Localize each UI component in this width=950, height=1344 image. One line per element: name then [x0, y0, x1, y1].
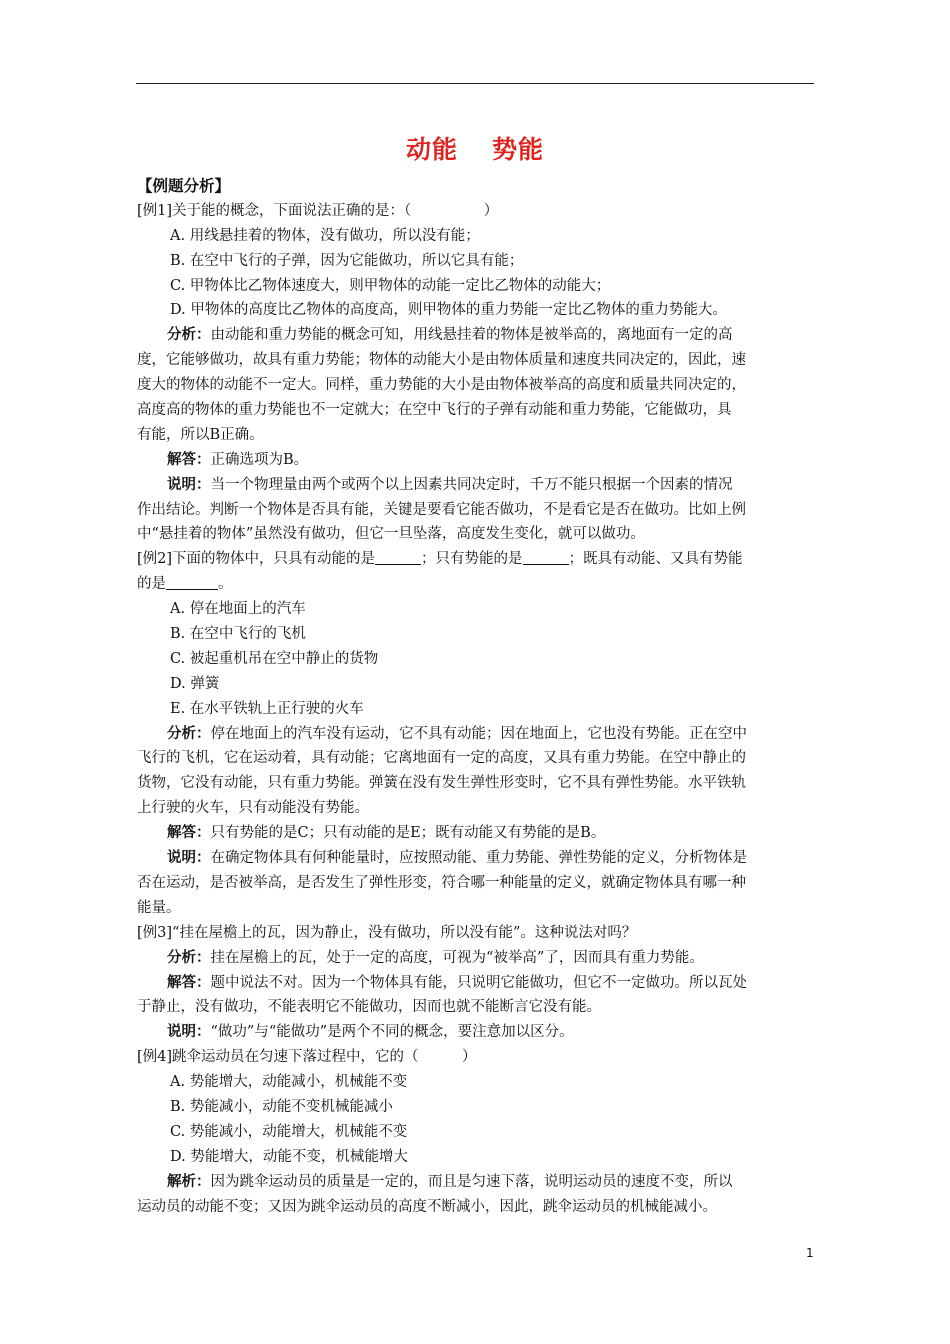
ex4-label: [例4]	[137, 1049, 173, 1066]
ex3-analysis-label: 分析：	[167, 948, 211, 966]
ex2-option-d: D. 弹簧	[170, 675, 220, 692]
ex2-note-line-1: 说明：在确定物体具有何种能量时，应按照动能、重力势能、弹性势能的定义，分析物体是	[167, 849, 747, 867]
ex2-note-line-2: 否在运动，是否被举高，是否发生了弹性形变，符合哪一种能量的定义，就确定物体具有哪一种	[137, 874, 746, 891]
ex2-option-b: B. 在空中飞行的飞机	[170, 626, 306, 643]
ex1-note-line-3: 中“悬挂着的物体”虽然没有做功，但它一旦坠落，高度发生变化，就可以做功。	[137, 526, 645, 543]
ex3-question: [例3]“挂在屋檐上的瓦，因为静止，没有做功，所以没有能”。这种说法对吗？	[137, 924, 637, 941]
ex2-option-e: E. 在水平铁轨上正行驶的火车	[170, 700, 364, 717]
ex4-option-c: C. 势能减小，动能增大，机械能不变	[170, 1123, 408, 1140]
ex4-analysis-line-2: 运动员的动能不变；又因为跳伞运动员的高度不断减小，因此，跳伞运动员的机械能减小。	[137, 1198, 717, 1215]
answer-blank	[375, 550, 421, 565]
header-rule	[136, 83, 814, 84]
ex4-option-a: A. 势能增大，动能减小，机械能不变	[170, 1074, 408, 1091]
ex1-analysis-line-1: 分析：由动能和重力势能的概念可知，用线悬挂着的物体是被举高的，离地面有一定的高	[167, 326, 733, 344]
ex1-option-c: C. 甲物体比乙物体速度大，则甲物体的动能一定比乙物体的动能大；	[170, 277, 611, 294]
section-heading: 【例题分析】	[137, 177, 231, 195]
ex1-label: [例1]	[137, 202, 173, 219]
ex1-analysis-line-3: 度大的物体的动能不一定大。同样，重力势能的大小是由物体被举高的高度和质量共同决定的，	[137, 377, 746, 394]
ex1-question-text: 关于能的概念，下面说法正确的是：（ ）	[172, 202, 499, 219]
title-part-2: 势能	[492, 135, 545, 164]
ex4-option-b: B. 势能减小，动能不变机械能减小	[170, 1098, 393, 1115]
ex1-note-line-2: 作出结论。判断一个物体是否具有能，关键是要看它能否做功，不是看它是否在做功。比如上例	[137, 501, 746, 518]
page-number: 1	[806, 1246, 814, 1260]
ex2-note-line-3: 能量。	[137, 899, 181, 916]
ex1-analysis-label: 分析：	[167, 326, 211, 344]
ex2-answer-label: 解答：	[167, 824, 211, 842]
ex1-question	[137, 199, 817, 224]
ex4-option-d: D. 势能增大，动能不变，机械能增大	[170, 1148, 408, 1165]
document-body	[137, 174, 817, 1219]
ex3-note: 说明：“做功”与“能做功”是两个不同的概念，要注意加以区分。	[167, 1023, 574, 1041]
ex1-analysis-line-5: 有能，所以B正确。	[137, 426, 264, 443]
ex2-analysis-label: 分析：	[167, 724, 211, 742]
ex2-analysis-line-4: 上行驶的火车，只有动能没有势能。	[137, 800, 369, 817]
ex4-question: [例4]跳伞运动员在匀速下落过程中，它的（ ）	[137, 1049, 477, 1066]
ex2-answer: 解答：只有势能的是C；只有动能的是E；既有动能又有势能的是B。	[167, 824, 606, 842]
ex2-option-c: C. 被起重机吊在空中静止的货物	[170, 650, 379, 667]
ex2-analysis-line-1: 分析：停在地面上的汽车没有运动，它不具有动能；因在地面上，它也没有势能。正在空中	[167, 724, 747, 742]
ex3-answer-line-2: 于静止，没有做功，不能表明它不能做功，因而也就不能断言它没有能。	[137, 999, 601, 1016]
title-part-1: 动能	[405, 135, 458, 164]
ex4-analysis-label: 解析：	[167, 1172, 211, 1190]
ex2-analysis-line-2: 飞行的飞机，它在运动着，具有动能；它离地面有一定的高度，又具有重力势能。在空中静止的	[137, 750, 746, 767]
ex1-option-a: A. 用线悬挂着的物体，没有做功，所以没有能；	[170, 227, 480, 244]
ex1-answer: 解答：正确选项为B。	[167, 450, 309, 468]
ex1-analysis-line-4: 高度高的物体的重力势能也不一定就大；在空中飞行的子弹有动能和重力势能，它能做功，具	[137, 402, 732, 419]
ex2-question-line-2: 的是 。	[137, 576, 233, 593]
ex2-question-line-1: [例2]下面的物体中，只具有动能的是 ；只有势能的是 ；既具有动能、又具有势能	[137, 551, 743, 568]
ex1-analysis-line-2: 度，它能够做功，故具有重力势能；物体的动能大小是由物体质量和速度共同决定的，因此，速	[137, 352, 746, 369]
ex3-note-label: 说明：	[167, 1023, 211, 1041]
ex3-answer-line-1: 解答：题中说法不对。因为一个物体具有能，只说明它能做功，但它不一定做功。所以瓦处	[167, 973, 747, 991]
ex2-analysis-line-3: 货物，它没有动能，只有重力势能。弹簧在没有发生弹性形变时，它不具有弹性势能。水平铁轨	[137, 775, 746, 792]
ex3-answer-label: 解答：	[167, 973, 211, 991]
ex1-option-b: B. 在空中飞行的子弹，因为它能做功，所以它具有能；	[170, 252, 524, 269]
ex1-answer-label: 解答：	[167, 450, 211, 468]
ex3-label: [例3]	[137, 924, 173, 941]
ex1-option-d: D. 甲物体的高度比乙物体的高度高，则甲物体的重力势能一定比乙物体的重力势能大。	[170, 302, 727, 319]
answer-blank	[166, 575, 218, 590]
page-title	[0, 130, 950, 166]
ex2-option-a: A. 停在地面上的汽车	[170, 601, 306, 618]
ex1-note-line-1: 说明：当一个物理量由两个或两个以上因素共同决定时，千万不能只根据一个因素的情况	[167, 475, 733, 493]
ex3-analysis: 分析：挂在屋檐上的瓦，处于一定的高度，可视为“被举高”了，因而具有重力势能。	[167, 948, 704, 966]
ex1-note-label: 说明：	[167, 475, 211, 493]
ex2-label: [例2]	[137, 551, 173, 568]
ex2-note-label: 说明：	[167, 849, 211, 867]
answer-blank	[523, 550, 569, 565]
ex4-analysis-line-1: 解析：因为跳伞运动员的质量是一定的，而且是匀速下落，说明运动员的速度不变，所以	[167, 1172, 733, 1190]
